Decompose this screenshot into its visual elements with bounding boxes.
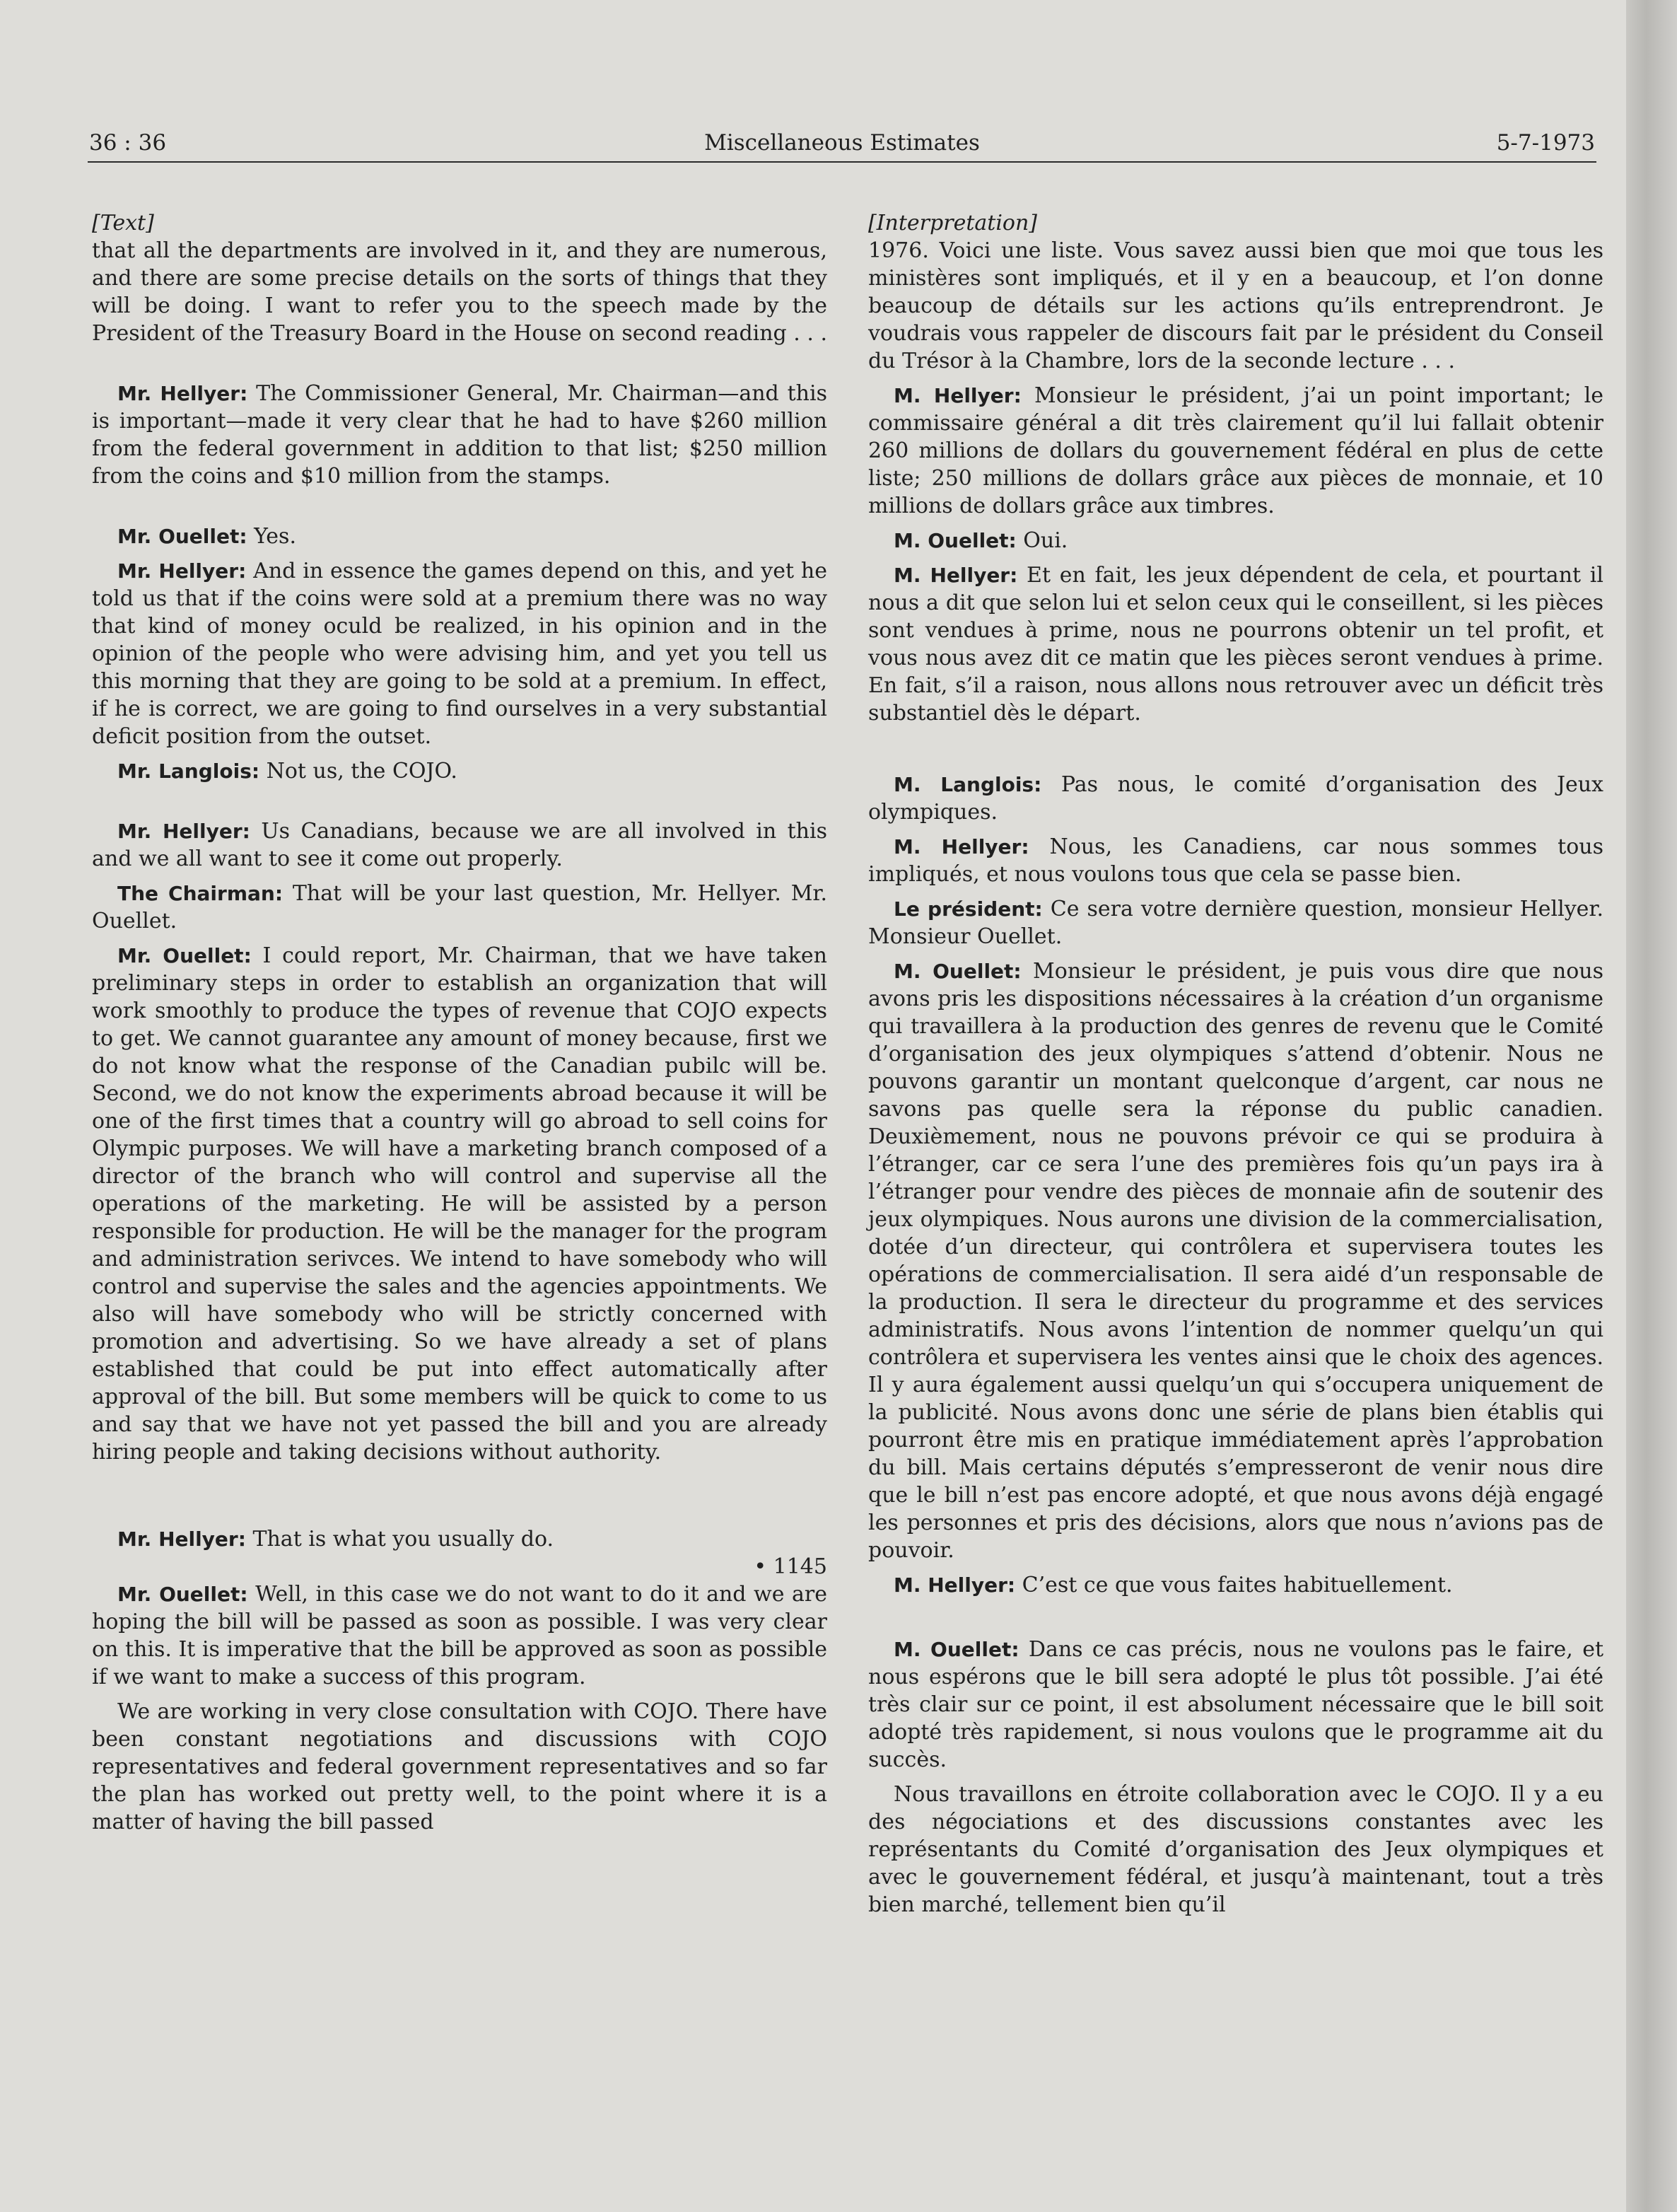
speaker-name: M. Hellyer: bbox=[894, 564, 1018, 587]
speech-text: That is what you usually do. bbox=[245, 1527, 554, 1552]
speaker-name: M. Langlois: bbox=[894, 773, 1042, 796]
speaker-name: M. Hellyer: bbox=[894, 835, 1029, 858]
paragraph bbox=[92, 757, 827, 785]
paragraph bbox=[868, 957, 1603, 1564]
paragraph bbox=[868, 382, 1603, 520]
french-column bbox=[868, 209, 1603, 1919]
paragraph bbox=[92, 557, 827, 750]
paragraph bbox=[868, 895, 1603, 950]
paragraph bbox=[92, 1525, 827, 1553]
time-marker: • 1145 bbox=[754, 1554, 827, 1579]
speaker-name: Mr. Hellyer: bbox=[117, 382, 248, 405]
paragraph bbox=[92, 380, 827, 490]
speech-text: Oui. bbox=[1016, 528, 1068, 553]
paragraph bbox=[868, 561, 1603, 727]
speaker-name: M. Hellyer: bbox=[894, 1573, 1016, 1597]
speaker-name: M. Ouellet: bbox=[894, 529, 1017, 552]
paragraph: We are working in very close consultation with COJO. There have been constant negotiations and discussions with COJO representatives and federal government representatives and so far the plan has worked out pretty well, to the point where it is a matter of having the bill passed bbox=[92, 1699, 827, 1834]
header-rule bbox=[88, 161, 1596, 163]
speech-text: Monsieur le président, j’ai un point important; le commissaire général a dit très clairement qu’il lui fallait obtenir 260 millions de dollars du gouvernement fédéral en plus de cette liste; 250 millions de dollars grâce aux pièces de monnaie, et 10 millions de dollars grâce aux timbres. bbox=[868, 383, 1603, 518]
speaker-name: M. Ouellet: bbox=[894, 1638, 1019, 1661]
paragraph bbox=[92, 1581, 827, 1691]
paragraph bbox=[92, 880, 827, 935]
english-column bbox=[92, 209, 827, 1836]
language-tag: [Interpretation] bbox=[868, 211, 1038, 235]
page-edge bbox=[1626, 0, 1677, 2212]
speech-text: Pas nous, le comité d’organisation des Jeux olympiques. bbox=[868, 772, 1603, 825]
paragraph: that all the departments are involved in it, and they are numerous, and there are some precise details on the sorts of things that they will be doing. I want to refer you to the speech made by the President of the Treasury Board in the House on second reading . . . bbox=[92, 238, 827, 346]
paragraph bbox=[92, 817, 827, 873]
paragraph bbox=[868, 1571, 1603, 1599]
speech-text: And in essence the games depend on this, and yet he told us that if the coins were sold at a premium there was no way that kind of money oculd be realized, in his opinion and in the opinion of the people who were advising him, and yet you tell us this morning that they are going to be sold at a premium. In effect, if he is correct, we are going to find ourselves in a very substantial deficit position from the outset. bbox=[92, 559, 828, 749]
speaker-name: The Chairman: bbox=[117, 882, 284, 905]
speaker-name: Mr. Langlois: bbox=[117, 759, 260, 783]
paragraph bbox=[868, 771, 1603, 826]
speech-text: Dans ce cas précis, nous ne voulons pas le faire, et nous espérons que le bill sera adopté le plus tôt possible. J’ai été très clair sur ce point, il est absolument nécessaire que le bill soit adopté très rapidement, si nous voulons que le programme ait du succès. bbox=[868, 1637, 1603, 1772]
paragraph bbox=[92, 942, 827, 1466]
speaker-name: Mr. Hellyer: bbox=[117, 1527, 246, 1551]
speech-text: C’est ce que vous faites habituellement. bbox=[1015, 1573, 1453, 1597]
paragraph bbox=[868, 527, 1603, 554]
speech-text: Nous, les Canadiens, car nous sommes tous impliqués, et nous voulons tous que cela se passe bien. bbox=[868, 834, 1603, 887]
speech-text: Not us, the COJO. bbox=[259, 759, 457, 784]
header-date: 5-7-1973 bbox=[1496, 130, 1595, 156]
speech-text: Us Canadians, because we are all involved in this and we all want to see it come out properly. bbox=[92, 819, 827, 871]
speech-text: Monsieur le président, je puis vous dire que nous avons pris les dispositions nécessaires à la création d’un organisme qui travaillera à la production des genres de revenu que le Comité d’organisation des jeux olympiques s’attend d’obtenir. Nous ne pouvons garantir un montant quelconque d’argent, car nous ne savons pas quelle sera la réponse du public canadien. Deuxièmement, nous ne pouvons prévoir ce qui se produira à l’étranger, car ce sera l’une des premières fois qu’un pays ira à l’étranger pour vendre des pièces de monnaie afin de soutenir des jeux olympiques. Nous aurons une division de la commercialisation, dotée d’un directeur, qui contrôlera et supervisera toutes les opérations de commercialisation. Il sera aidé d’un responsable de la production. Il sera le directeur du programme et des services administratifs. Nous avons l’intention de nommer quelqu’un qui contrôlera et supervisera les ventes ainsi que le choix des agences. Il y aura également aussi quelqu’un qui s’occupera uniquement de la publicité. Nous avons donc une série de plans bien établis qui pourront être mis en pratique immédiatement après l’approbation du bill. Mais certains députés s’empresseront de venir nous dire que le bill n’est pas encore adopté, et que nous avons déjà engagé les personnes et pris des décisions, alors que nous n’avions pas de pouvoir. bbox=[868, 959, 1603, 1563]
paragraph: 1976. Voici une liste. Vous savez aussi bien que moi que tous les ministères sont impliqués, et il y en a beaucoup, et l’on donne beaucoup de détails sur les actions qu’ils entreprendront. Je voudrais vous rappeler de discours fait par le président du Conseil du Trésor à la Chambre, lors de la seconde lecture . . . bbox=[868, 238, 1603, 373]
speech-text: Yes. bbox=[247, 524, 296, 549]
page-number: 36 : 36 bbox=[89, 130, 167, 156]
speech-text: Ce sera votre dernière question, monsieur Hellyer. Monsieur Ouellet. bbox=[868, 897, 1603, 949]
paragraph bbox=[92, 523, 827, 550]
paragraph bbox=[868, 1636, 1603, 1774]
speech-text: That will be your last question, Mr. Hellyer. Mr. Ouellet. bbox=[92, 881, 827, 933]
speaker-name: Mr. Hellyer: bbox=[117, 559, 247, 583]
speaker-name: M. Hellyer: bbox=[894, 384, 1022, 407]
language-tag: [Text] bbox=[92, 211, 154, 235]
speech-text: Et en fait, les jeux dépendent de cela, et pourtant il nous a dit que selon lui et selon ceux qui le conseillent, si les pièces sont vendues à prime, nous ne pourrons obtenir un tel profit, et vous nous avez dit ce matin que les pièces seront vendues à prime. En fait, s’il a raison, nous allons nous retrouver avec un déficit très substantiel dès le départ. bbox=[868, 563, 1603, 726]
running-title: Miscellaneous Estimates bbox=[704, 130, 980, 156]
speaker-name: M. Ouellet: bbox=[894, 960, 1022, 983]
speaker-name: Le président: bbox=[894, 897, 1043, 921]
speech-text: Well, in this case we do not want to do it and we are hoping the bill will be passed as soon as possible. I was very clear on this. It is imperative that the bill be approved as soon as possible if we want to make a success of this program. bbox=[92, 1582, 827, 1689]
speaker-name: Mr. Ouellet: bbox=[117, 944, 252, 967]
speech-text: The Commissioner General, Mr. Chairman—and this is important—made it very clear that he had to have $260 million from the federal government in addition to that list; $250 million from the coins and $10 million from the stamps. bbox=[92, 381, 827, 489]
paragraph: Nous travaillons en étroite collaboration avec le COJO. Il y a eu des négociations et des discussions constantes avec les représentants du Comité d’organisation des Jeux olympiques et avec le gouvernement fédéral, et jusqu’à maintenant, tout a très bien marché, tellement bien qu’il bbox=[868, 1782, 1603, 1917]
speaker-name: Mr. Hellyer: bbox=[117, 820, 250, 843]
page-header bbox=[89, 124, 1595, 161]
speech-text: I could report, Mr. Chairman, that we have taken preliminary steps in order to establish an organization that will work smoothly to produce the types of revenue that COJO expects to get. We cannot guarantee any amount of money because, first we do not know what the response of the Canadian pubilc will be. Second, we do not know the experiments abroad because it will be one of the first times that a country will go abroad to sell coins for Olympic purposes. We will have a marketing branch composed of a director of the branch who will control and supervise all the operations of the marketing. He will be assisted by a person responsible for production. He will be the manager for the program and administration serivces. We intend to have somebody who will control and supervise the sales and the agencies appointments. We also will have somebody who will be strictly concerned with promotion and advertising. So we have already a set of plans established that could be put into effect automatically after approval of the bill. But some members will be quick to come to us and say that we have not yet passed the bill and you are already hiring people and taking decisions without authority. bbox=[92, 943, 827, 1465]
speaker-name: Mr. Ouellet: bbox=[117, 1583, 248, 1606]
paragraph bbox=[868, 833, 1603, 888]
speaker-name: Mr. Ouellet: bbox=[117, 525, 247, 548]
